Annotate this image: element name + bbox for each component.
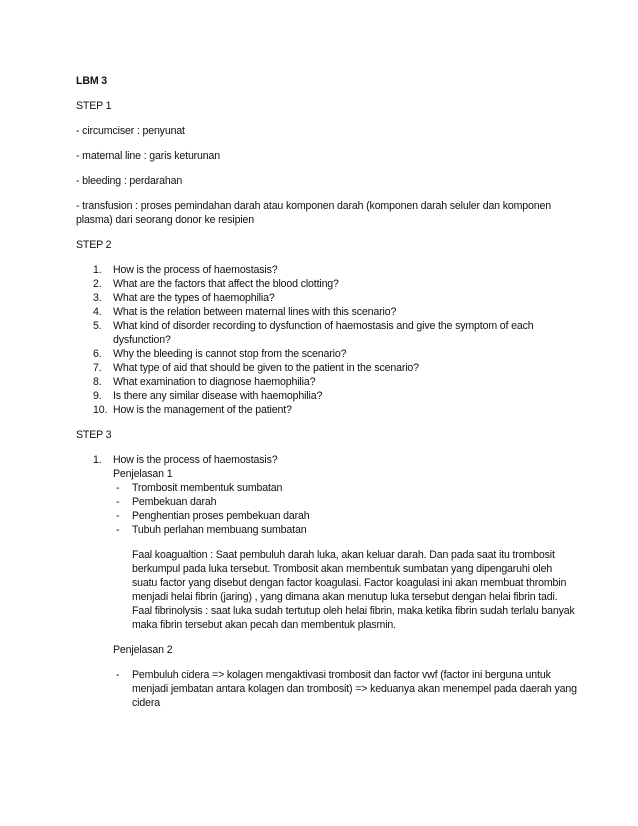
question-text: Is there any similar disease with haemophilia? bbox=[113, 390, 323, 402]
step1-item: - bleeding : perdarahan bbox=[76, 175, 183, 187]
list-item-text: Penghentian proses pembekuan darah bbox=[132, 510, 310, 522]
dash-bullet: - bbox=[116, 482, 120, 494]
list-item-text: Trombosit membentuk sumbatan bbox=[132, 482, 283, 494]
penjelasan1-label: Penjelasan 1 bbox=[113, 468, 173, 480]
step1-item: - transfusion : proses pemindahan darah atau komponen darah (komponen darah seluler dan komponen plasma) dari seorang donor ke resipien bbox=[76, 200, 551, 226]
list-item bbox=[76, 481, 578, 495]
question-item bbox=[76, 263, 578, 277]
question-number: 7. bbox=[93, 362, 102, 374]
dash-bullet: - bbox=[116, 496, 120, 508]
document-title: LBM 3 bbox=[76, 75, 108, 87]
question-item bbox=[76, 347, 578, 361]
question-item bbox=[76, 389, 578, 403]
list-item bbox=[76, 523, 578, 537]
question-number: 6. bbox=[93, 348, 102, 360]
question-text: What type of aid that should be given to the patient in the scenario? bbox=[113, 362, 419, 374]
step3-item bbox=[76, 453, 578, 467]
penjelasan2-label: Penjelasan 2 bbox=[113, 644, 173, 656]
step2-question-list bbox=[76, 263, 578, 417]
question-number: 3. bbox=[93, 292, 102, 304]
question-item bbox=[76, 319, 578, 347]
question-number: 2. bbox=[93, 278, 102, 290]
question-text: What examination to diagnose haemophilia? bbox=[113, 376, 316, 388]
step1-heading: STEP 1 bbox=[76, 100, 112, 112]
question-text: Why the bleeding is cannot stop from the scenario? bbox=[113, 348, 347, 360]
question-text: How is the process of haemostasis? bbox=[113, 264, 278, 276]
question-item bbox=[76, 277, 578, 291]
dash-bullet: - bbox=[116, 524, 120, 536]
list-item bbox=[76, 495, 578, 509]
question-text: What kind of disorder recording to dysfunction of haemostasis and give the symptom of each dysfunction? bbox=[113, 320, 534, 346]
question-number: 4. bbox=[93, 306, 102, 318]
dash-bullet: - bbox=[116, 669, 120, 681]
question-text: What is the relation between maternal lines with this scenario? bbox=[113, 306, 397, 318]
dash-bullet: - bbox=[116, 510, 120, 522]
list-item bbox=[76, 668, 578, 710]
question-number: 1. bbox=[93, 264, 102, 276]
question-item bbox=[76, 403, 578, 417]
step3-item-number: 1. bbox=[93, 454, 102, 466]
penjelasan2-list bbox=[76, 668, 578, 710]
question-item bbox=[76, 291, 578, 305]
question-item bbox=[76, 375, 578, 389]
step1-item: - circumciser : penyunat bbox=[76, 125, 185, 137]
question-number: 8. bbox=[93, 376, 102, 388]
question-number: 10. bbox=[93, 404, 108, 416]
question-number: 9. bbox=[93, 390, 102, 402]
koagulasi-paragraph: Faal koagualtion : Saat pembuluh darah luka, akan keluar darah. Dan pada saat itu trombosit berkumpul pada luka tersebut. Trombosit akan membentuk sumbatan yang dipengaruhi oleh suatu factor yang disebut dengan factor koagulasi. Factor koagulasi ini akan membuat thrombin menjadi helai fibrin (jaring) , yang dimana akan menutup luka tersebut dengan helai fibrin tadi. bbox=[132, 549, 567, 603]
question-number: 5. bbox=[93, 320, 102, 332]
list-item bbox=[76, 509, 578, 523]
step3-item-text: How is the process of haemostasis? bbox=[113, 454, 278, 466]
step3-heading: STEP 3 bbox=[76, 429, 112, 441]
list-item-text: Pembekuan darah bbox=[132, 496, 217, 508]
question-text: How is the management of the patient? bbox=[113, 404, 292, 416]
list-item-text: Pembuluh cidera => kolagen mengaktivasi trombosit dan factor vwf (factor ini berguna untuk menjadi jembatan antara kolagen dan trombosit) => keduanya akan menempel pada daerah yang cidera bbox=[132, 669, 577, 709]
fibrinolysis-paragraph: Faal fibrinolysis : saat luka sudah tertutup oleh helai fibrin, maka ketika fibrin sudah terlalu banyak maka fibrin tersebut akan pecah dan membentuk plasmin. bbox=[132, 605, 575, 631]
step1-item: - maternal line : garis keturunan bbox=[76, 150, 221, 162]
step2-heading: STEP 2 bbox=[76, 239, 112, 251]
question-text: What are the factors that affect the blood clotting? bbox=[113, 278, 339, 290]
list-item-text: Tubuh perlahan membuang sumbatan bbox=[132, 524, 307, 536]
question-text: What are the types of haemophilia? bbox=[113, 292, 275, 304]
penjelasan1-list bbox=[76, 481, 578, 537]
question-item bbox=[76, 305, 578, 319]
question-item bbox=[76, 361, 578, 375]
